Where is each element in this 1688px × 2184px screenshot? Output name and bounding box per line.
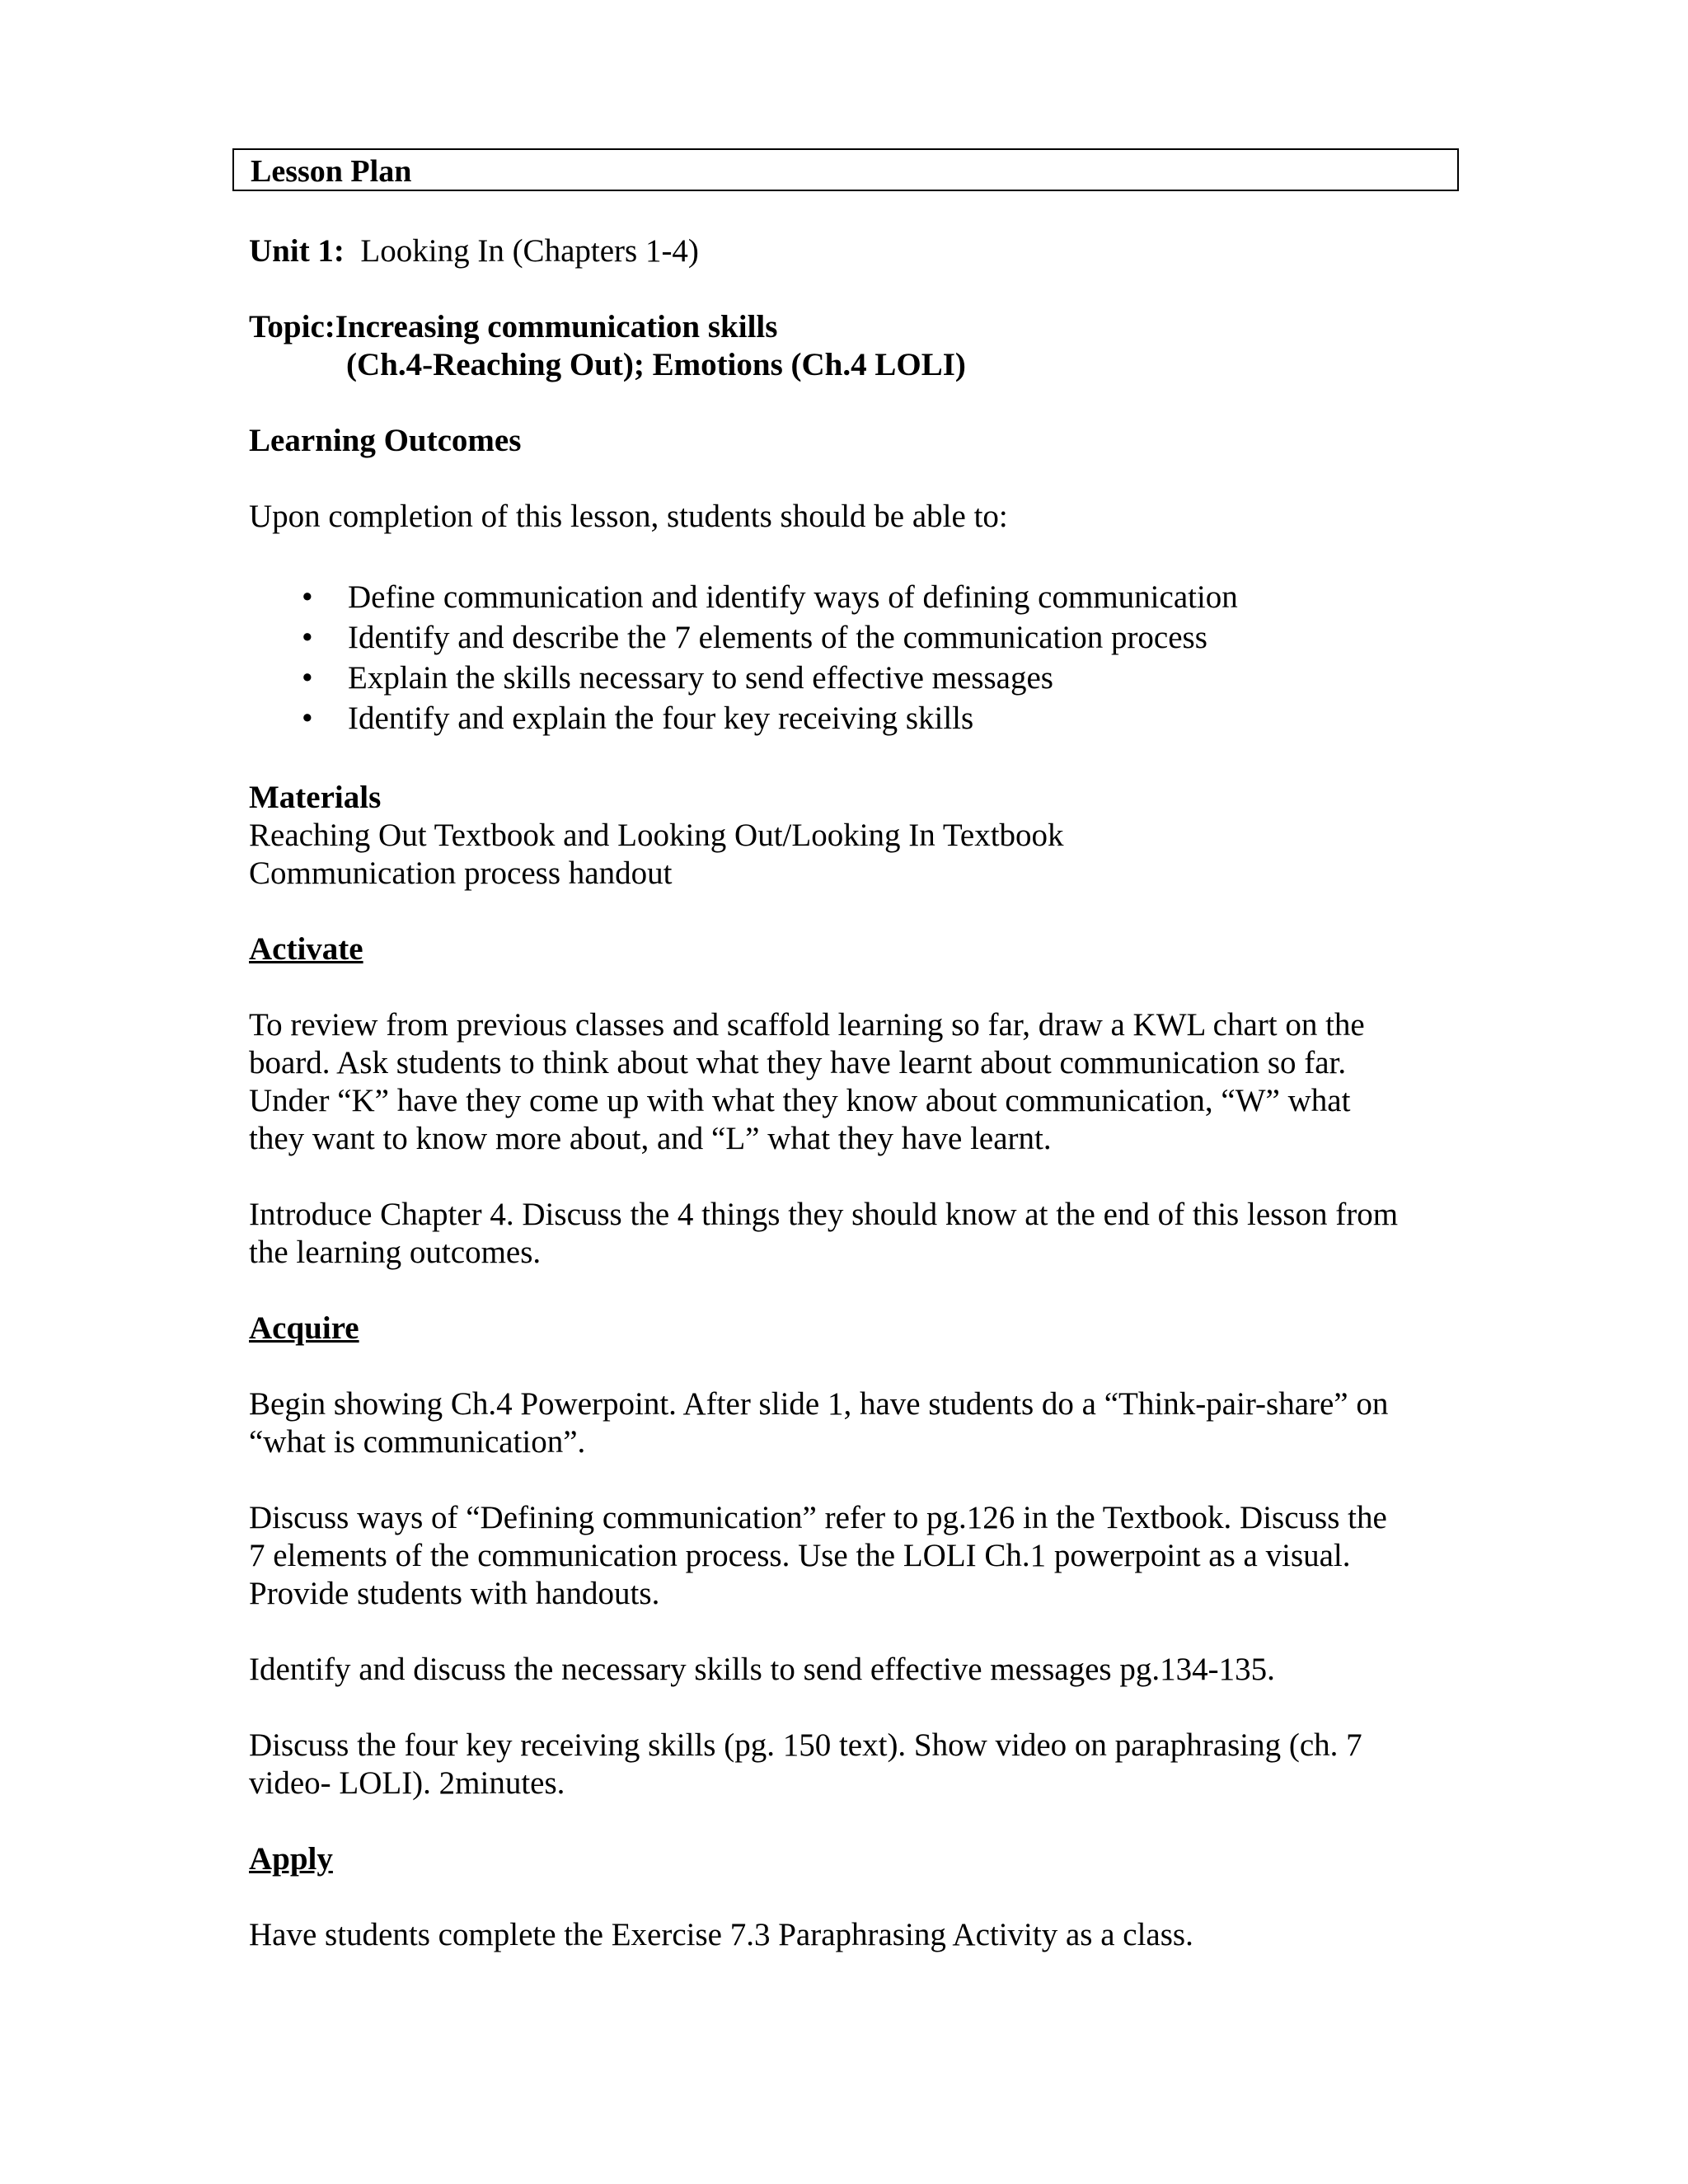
acquire-paragraph-3 (249, 1651, 1452, 1689)
materials-line-2: Communication process handout (249, 855, 673, 891)
topic-line-2: (Ch.4-Reaching Out); Emotions (Ch.4 LOLI) (346, 347, 966, 382)
apply-paragraph-1 (249, 1916, 1452, 1954)
list-item (249, 617, 1238, 658)
materials-line-1: Reaching Out Textbook and Looking Out/Looking In Textbook (249, 818, 1064, 853)
paragraph-line: they want to know more about, and “L” what they have learnt. (249, 1121, 1052, 1156)
bullet-icon: • (302, 701, 313, 736)
unit-line (249, 232, 699, 270)
paragraph-line: Introduce Chapter 4. Discuss the 4 things they should know at the end of this lesson from (249, 1197, 1399, 1232)
acquire-paragraph-2 (249, 1499, 1452, 1613)
lesson-plan-header-box (232, 148, 1459, 191)
list-item-text: Define communication and identify ways of defining communication (348, 579, 1238, 615)
list-item-text: Explain the skills necessary to send effective messages (348, 660, 1053, 696)
lesson-plan-title: Lesson Plan (251, 154, 412, 189)
paragraph-line: Begin showing Ch.4 Powerpoint. After slide 1, have students do a “Think-pair-share” on (249, 1386, 1389, 1422)
topic-line-1: Topic:Increasing communication skills (249, 309, 778, 344)
paragraph-line: Have students complete the Exercise 7.3 Paraphrasing Activity as a class. (249, 1917, 1193, 1952)
list-item (249, 658, 1238, 698)
paragraph-line: Identify and discuss the necessary skills to send effective messages pg.134-135. (249, 1652, 1275, 1687)
materials-heading: Materials (249, 780, 382, 815)
paragraph-line: video- LOLI). 2minutes. (249, 1765, 565, 1801)
paragraph-line: “what is communication”. (249, 1424, 586, 1460)
unit-label: Unit 1: (249, 233, 345, 269)
paragraph-line: Discuss the four key receiving skills (pg. 150 text). Show video on paraphrasing (ch. 7 (249, 1727, 1362, 1763)
paragraph-line: board. Ask students to think about what they have learnt about communication so far. (249, 1045, 1347, 1080)
activate-paragraph-2 (249, 1196, 1452, 1272)
learning-outcomes-intro: Upon completion of this lesson, students should be able to: (249, 499, 1008, 534)
bullet-icon: • (302, 579, 313, 615)
list-item-text: Identify and describe the 7 elements of the communication process (348, 620, 1207, 655)
learning-outcomes-heading: Learning Outcomes (249, 423, 522, 458)
paragraph-line: To review from previous classes and scaffold learning so far, draw a KWL chart on the (249, 1007, 1365, 1043)
acquire-paragraph-4 (249, 1727, 1452, 1802)
paragraph-line: Discuss ways of “Defining communication” refer to pg.126 in the Textbook. Discuss the (249, 1500, 1387, 1535)
activate-paragraph-1 (249, 1006, 1452, 1158)
bullet-icon: • (302, 660, 313, 696)
unit-value: Looking In (Chapters 1-4) (360, 233, 699, 269)
paragraph-line: 7 elements of the communication process. Use the LOLI Ch.1 powerpoint as a visual. (249, 1538, 1351, 1573)
list-item (249, 698, 1238, 738)
bullet-icon: • (302, 620, 313, 655)
acquire-heading: Acquire (249, 1310, 359, 1346)
activate-heading: Activate (249, 931, 363, 967)
list-item-text: Identify and explain the four key receiving skills (348, 701, 974, 736)
list-item (249, 577, 1238, 617)
apply-heading: Apply (249, 1841, 333, 1877)
learning-outcomes-list (249, 577, 1238, 738)
acquire-paragraph-1 (249, 1385, 1452, 1461)
paragraph-line: Under “K” have they come up with what they know about communication, “W” what (249, 1083, 1351, 1118)
paragraph-line: the learning outcomes. (249, 1235, 542, 1270)
paragraph-line: Provide students with handouts. (249, 1576, 660, 1611)
